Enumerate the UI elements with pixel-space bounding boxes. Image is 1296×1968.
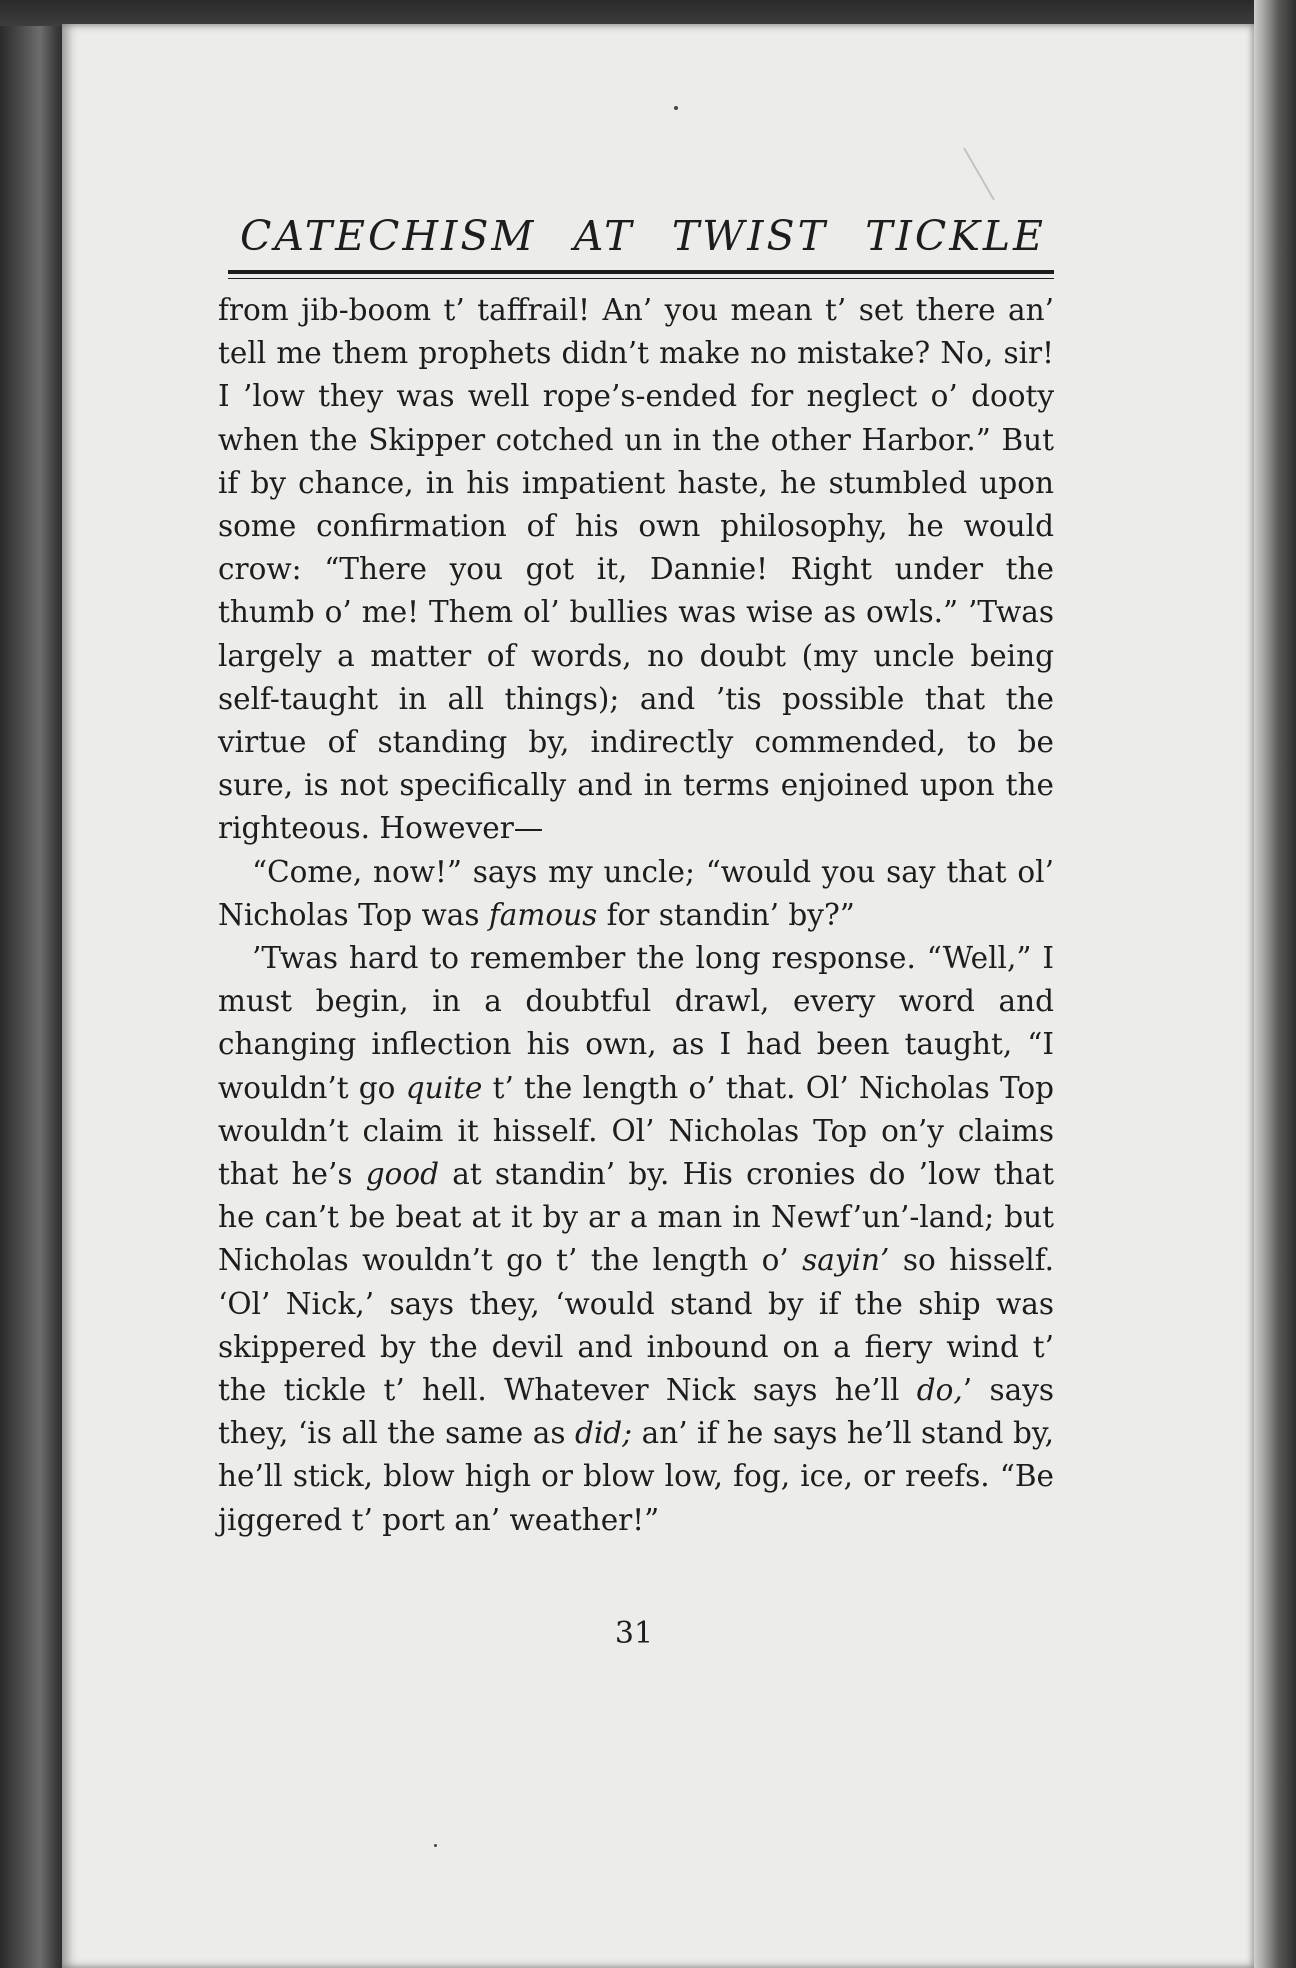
header-rule-thick [228, 270, 1054, 274]
italic-text: famous [488, 897, 598, 932]
italic-text: quite [405, 1070, 483, 1105]
body-text [214, 289, 1054, 1542]
italic-text: sayin’ [802, 1243, 890, 1278]
italic-text: did; [574, 1416, 633, 1451]
paragraph-text: t’ the length o’ that. Ol’ Nicholas Top wouldn’t claim it hisself. Ol’ Nicholas Top on’y claims that he’s [218, 1070, 1054, 1192]
running-head-word: CATECHISM [240, 212, 537, 260]
scan-right-edge [1254, 0, 1296, 1968]
running-head-word: TWIST [671, 212, 828, 260]
paragraph-text: ’Twas hard to remember the long response. “Well,” I must begin, in a doubtful drawl, every word and changing inflection his own, as I had been taught, “I wouldn’t go [218, 941, 1054, 1105]
running-head-word: AT [573, 212, 635, 260]
paragraph-text: “Come, now!” says my uncle; “would you say that ol’ Nicholas Top was [218, 854, 1054, 932]
paragraph [218, 289, 1054, 851]
page-number: 31 [614, 1616, 654, 1651]
paragraph [218, 851, 1054, 937]
header-rule-thin [228, 278, 1054, 279]
paragraph [218, 937, 1054, 1542]
italic-text: good [365, 1157, 440, 1192]
paragraph-text: an’ if he says he’ll stand by, he’ll stick, blow high or blow low, fog, ice, or reefs. “Be jiggered t’ port an’ weather!” [218, 1416, 1055, 1537]
paper-crease [963, 148, 995, 201]
running-head [214, 208, 1054, 264]
scan-top-edge [0, 0, 1296, 26]
paragraph-text: for standin’ by?” [597, 897, 855, 932]
paper-speck [434, 1844, 437, 1847]
paragraph-text: so hisself. ‘Ol’ Nick,’ says they, ‘would stand by if the ship was skippered by the devil and inbound on a fiery wind t’ the tickle t’ hell. Whatever Nick says he’ll [218, 1243, 1054, 1408]
text-block [214, 208, 1055, 1651]
paragraph-text: ’ says they, ‘is all the same as [218, 1373, 1054, 1451]
paragraph-text: at standin’ by. His cronies do ’low that he can’t be beat at it by ar a man in Newf’un’-land; but Nicholas wouldn’t go t’ the length o’ [218, 1157, 1054, 1278]
paper-speck [674, 106, 678, 110]
italic-text: do, [916, 1373, 963, 1408]
paragraph-text: from jib-boom t’ taffrail! An’ you mean t’ set there an’ tell me them prophets didn’t make no mistake? No, sir! I ’low they was well rope’s-ended for neglect o’ dooty when the Skipper cotched un in the other Harbor.” But if by chance, in his impatient haste, he stumbled upon some confirmation of his own philosophy, he would crow: “There you got it, Dannie! Right under the thumb o’ me! Them ol’ bullies was wise as owls.” ’Twas largely a matter of words, no doubt (my uncle being self-taught in all things); and ’tis possible that the virtue of standing by, indirectly commended, to be sure, is not specifically and in terms enjoined upon the righteous. However— [218, 293, 1054, 846]
running-head-word: TICKLE [865, 212, 1046, 260]
